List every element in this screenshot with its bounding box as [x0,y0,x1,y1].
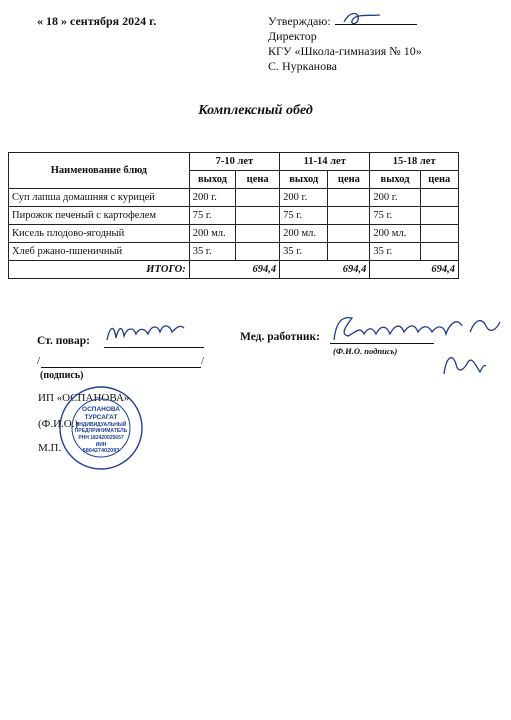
dish-name: Пирожок печеный с картофелем [9,207,190,225]
output-header: выход [370,171,420,189]
price-cell [420,225,458,243]
price-cell [236,243,280,261]
medical-worker-signature [330,312,502,346]
output-value: 35 г. [189,243,235,261]
cook-signature [104,318,188,346]
organization-name: КГУ «Школа-гимназия № 10» [268,44,422,58]
dish-header: Наименование блюд [9,153,190,189]
medical-signature-caption: (Ф.И.О. подпись) [333,346,398,356]
price-cell [328,189,370,207]
stamp-line: ИНДИВИДУАЛЬНЫЙ [75,422,127,428]
output-value: 200 мл. [370,225,420,243]
stamp-line: ТУРСАГАТ [84,414,118,421]
age-group-header: 7-10 лет [189,153,279,171]
price-cell [420,207,458,225]
approver-name: С. Нурканова [268,59,337,73]
total-row [9,261,459,279]
stamp-line: ИИН [95,442,107,448]
output-value: 200 мл. [189,225,235,243]
output-header: выход [280,171,328,189]
age-group-header: 11-14 лет [280,153,370,171]
entrepreneur-name: ИП «ОСПАНОВА» [38,392,130,404]
output-value: 35 г. [280,243,328,261]
output-value: 75 г. [189,207,235,225]
price-cell [420,189,458,207]
table-header-row [9,153,459,171]
document-date: « 18 » сентября 2024 г. [37,14,157,28]
medical-worker-label: Мед. работник: [240,331,320,343]
approver-position: Директор [268,29,317,43]
total-value: 694,4 [280,261,370,279]
price-cell [328,207,370,225]
price-header: цена [236,171,280,189]
signature-caption: (подпись) [40,370,84,381]
cook-label: Ст. повар: [37,335,90,347]
price-cell [236,225,280,243]
price-cell [420,243,458,261]
output-value: 200 мл. [280,225,328,243]
table-row [9,207,459,225]
table-row [9,243,459,261]
round-stamp [58,385,144,471]
total-label: ИТОГО: [9,261,190,279]
menu-table [8,152,459,279]
stamp-line: ПРЕДПРИНИМАТЕЛЬ [74,428,128,434]
output-value: 200 г. [370,189,420,207]
fio-caption: (Ф.И.О.) [38,418,79,430]
total-value: 694,4 [189,261,279,279]
page-title: Комплексный обед [198,103,313,118]
price-cell [328,243,370,261]
medical-initials-signature [438,348,488,380]
table-row [9,225,459,243]
dish-name: Суп лапша домашняя с курицей [9,189,190,207]
age-group-header: 15-18 лет [370,153,459,171]
price-header: цена [420,171,458,189]
dish-name: Кисель плодово-ягодный [9,225,190,243]
price-cell [236,189,280,207]
director-signature [340,6,384,28]
table-row [9,189,459,207]
price-cell [236,207,280,225]
output-value: 75 г. [370,207,420,225]
output-value: 35 г. [370,243,420,261]
approve-label: Утверждаю: [268,14,331,28]
total-value: 694,4 [370,261,459,279]
cook-signature-line [104,347,204,348]
output-value: 75 г. [280,207,328,225]
dish-name: Хлеб ржано-пшеничный [9,243,190,261]
slash-right: / [201,355,205,367]
slash-left: / [37,355,41,367]
cook-name-line [41,367,201,368]
output-value: 200 г. [189,189,235,207]
output-value: 200 г. [280,189,328,207]
seal-place-label: М.П. [38,442,62,454]
stamp-line: ОСПАНОВА [82,406,120,413]
stamp-line: 580427402093 [82,448,120,454]
stamp-line: РНН 182420025657 [78,435,124,441]
price-cell [328,225,370,243]
output-header: выход [189,171,235,189]
price-header: цена [328,171,370,189]
